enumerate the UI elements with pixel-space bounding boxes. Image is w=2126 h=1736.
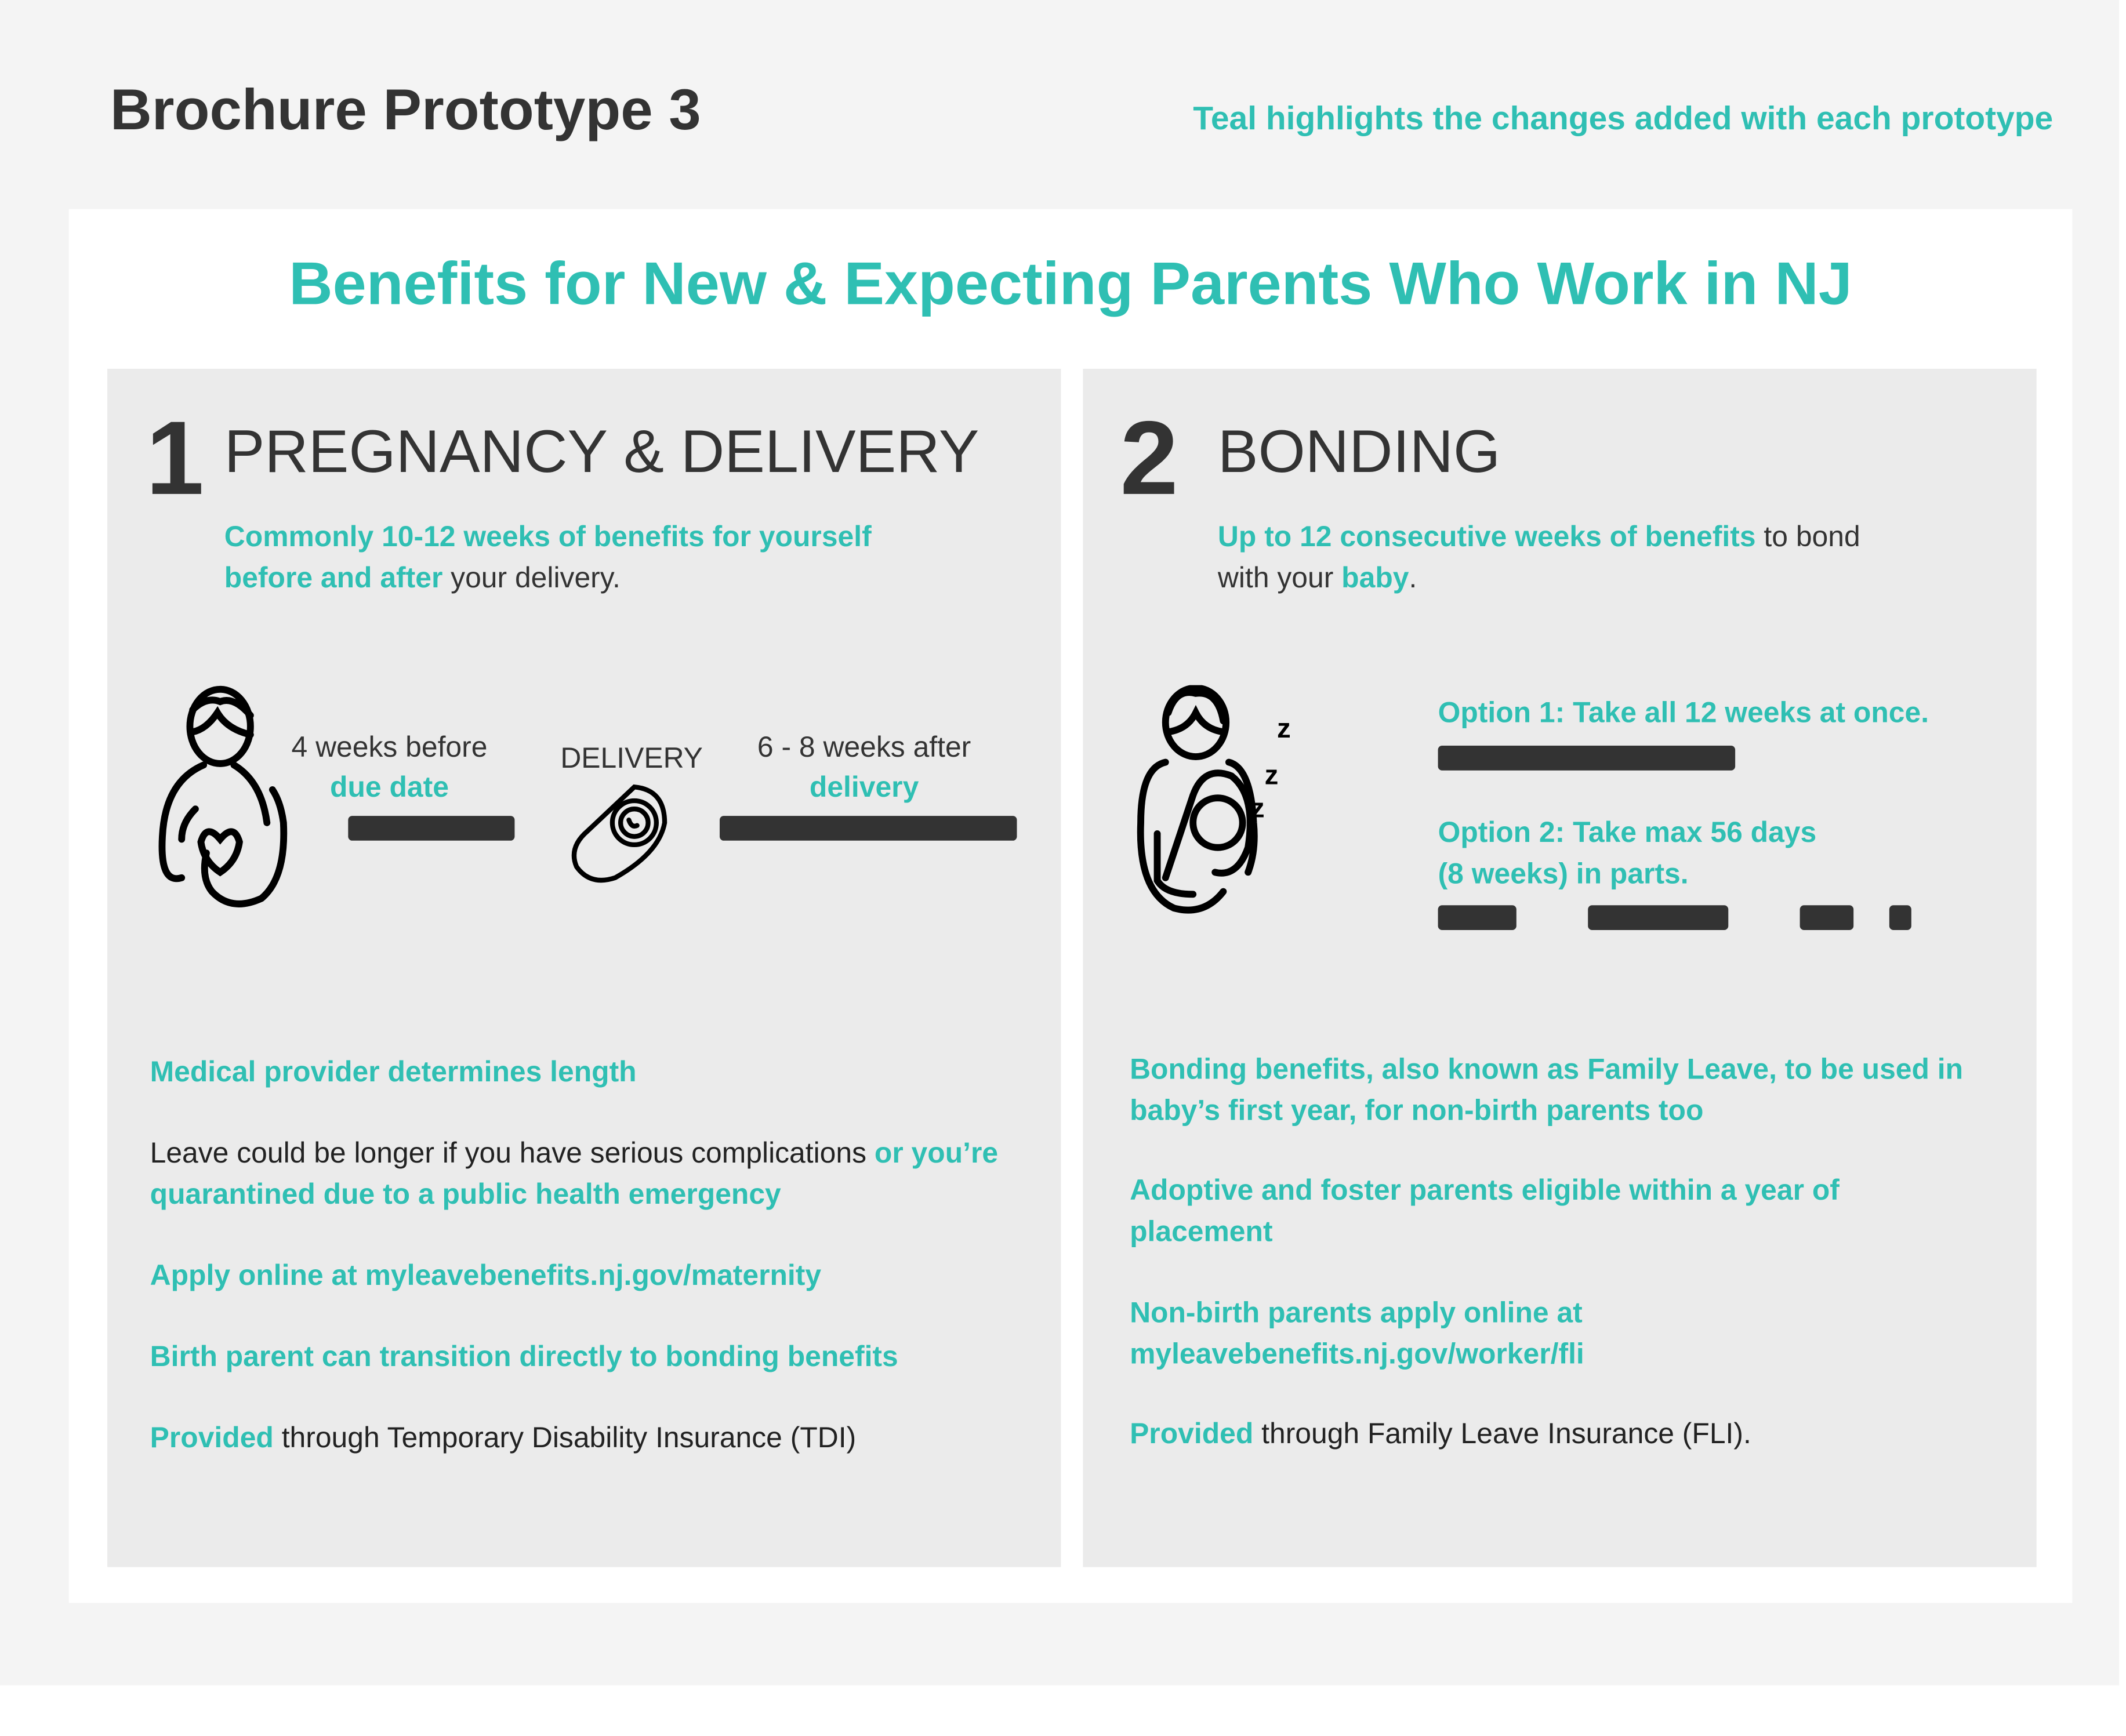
- bullet-item: [150, 1418, 1031, 1459]
- bullet-item: [1130, 1293, 1708, 1375]
- parent-holding-sleeping-baby-icon: [1133, 685, 1311, 919]
- subtitle-text: to bond with your: [1217, 521, 1860, 595]
- brochure-card: [69, 209, 2073, 1603]
- delivery-text: delivery: [809, 772, 919, 804]
- bullet-text: Non-birth parents apply online at myleavebenefits.nj.gov/worker/fli: [1130, 1297, 1584, 1371]
- bullet-item: [150, 1337, 1031, 1378]
- timeline-delivery-label: DELIVERY: [560, 743, 703, 775]
- option-2-label: [1438, 813, 1817, 895]
- bullet-item: [1130, 1049, 2011, 1132]
- document-title: Brochure Prototype 3: [110, 77, 701, 142]
- due-date-text: due date: [330, 772, 449, 804]
- section-title: PREGNANCY & DELIVERY: [224, 418, 979, 486]
- bullet-item: [1130, 1414, 2011, 1455]
- svg-text:z: z: [1250, 793, 1265, 824]
- timeline-after-bar: [720, 816, 1017, 841]
- subtitle-text: .: [1409, 562, 1417, 595]
- timeline-before-bar: [348, 816, 514, 841]
- timeline-after-label: [734, 728, 995, 808]
- subtitle-highlight: Up to 12 consecutive weeks of benefits: [1217, 521, 1756, 553]
- prototype-note: Teal highlights the changes added with each prototype: [1193, 100, 2054, 138]
- brochure-heading: Benefits for New & Expecting Parents Who Work in NJ: [289, 250, 1852, 318]
- option-2-bar-segment: [1800, 905, 1854, 930]
- swaddled-baby-icon: [568, 782, 670, 886]
- bullet-highlight: Provided: [1130, 1418, 1254, 1450]
- bullet-item: [150, 1052, 1031, 1094]
- bullet-highlight: Provided: [150, 1422, 274, 1455]
- option-2-bar-segment: [1438, 905, 1517, 930]
- subtitle-highlight: baby: [1341, 562, 1409, 595]
- section-number: 1: [146, 400, 204, 518]
- bullet-text: Apply online at myleavebenefits.nj.gov/maternity: [150, 1260, 822, 1292]
- section-title: BONDING: [1217, 418, 1501, 486]
- bullet-item: [150, 1134, 1031, 1216]
- subtitle-highlight: Commonly 10-12 weeks of benefits for yourself before and after: [224, 521, 872, 595]
- bullet-item: [150, 1256, 1031, 1297]
- option-2-line: (8 weeks) in parts.: [1438, 858, 1689, 891]
- bullet-text: through Family Leave Insurance (FLI).: [1253, 1418, 1751, 1450]
- svg-text:z: z: [1264, 760, 1279, 791]
- bullet-text: Bonding benefits, also known as Family Leave, to be used in baby’s first year, for non-birth parents too: [1130, 1054, 1964, 1127]
- section-pregnancy-delivery: [107, 369, 1061, 1567]
- before-text: 4 weeks before: [291, 732, 488, 764]
- bullet-highlight: or you’re quarantined due to a public health emergency: [150, 1138, 999, 1211]
- section-subtitle: [224, 517, 940, 600]
- after-text: 6 - 8 weeks after: [757, 732, 971, 764]
- option-1-label: Option 1: Take all 12 weeks at once.: [1438, 698, 1929, 729]
- option-2-line: Option 2: Take max 56 days: [1438, 817, 1817, 849]
- option-2-bar-segment: [1588, 905, 1728, 930]
- section-number: 2: [1120, 400, 1178, 518]
- bullet-text: Birth parent can transition directly to bonding benefits: [150, 1341, 898, 1374]
- section-subtitle: [1218, 517, 1864, 600]
- option-2-bar-segment: [1889, 905, 1911, 930]
- timeline-before-label: [273, 728, 506, 808]
- bullet-text: Leave could be longer if you have serious complications: [150, 1138, 875, 1170]
- option-1-bar: [1438, 746, 1736, 771]
- svg-text:z: z: [1276, 713, 1291, 744]
- bullet-text: through Temporary Disability Insurance (TDI): [273, 1422, 857, 1455]
- bullet-text: Medical provider determines length: [150, 1056, 637, 1088]
- subtitle-text: your delivery.: [442, 562, 621, 595]
- bullet-item: [1130, 1171, 1928, 1253]
- section-bonding: [1083, 369, 2036, 1567]
- bullet-text: Adoptive and foster parents eligible within a year of placement: [1130, 1175, 1840, 1248]
